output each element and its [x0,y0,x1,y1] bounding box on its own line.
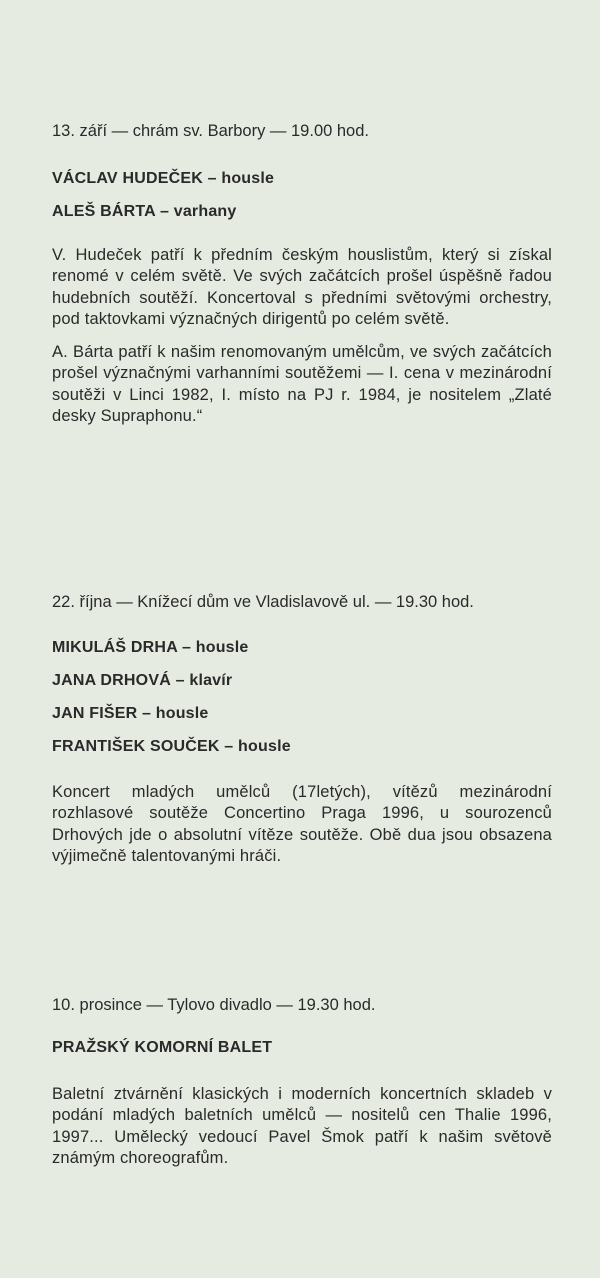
event-description: V. Hudeček patří k předním českým houslistům, který si získal renomé v celém světě. Ve svých začátcích prošel úspěšně řadou hudebních soutěží. Koncertoval s předními světovými orchestry, pod taktovkami význačných dirigentů po celém světě. [52,246,552,328]
event-section-2 [52,592,552,867]
performer [52,671,552,691]
event-date-line: 13. září — chrám sv. Barbory — 19.00 hod. [52,122,369,140]
performer-role: varhany [173,203,237,220]
performer [52,704,552,724]
performer [52,638,552,658]
performer-separator: – [177,639,196,656]
performer [52,737,552,757]
performer-name: MIKULÁŠ DRHA [52,639,178,656]
event-section-3 [52,995,552,1169]
event-date-line: 22. října — Knížecí dům ve Vladislavově ul. — 19.30 hod. [52,593,474,611]
performer-name: VÁCLAV HUDEČEK [52,170,203,187]
performer-separator: – [219,738,239,755]
performer-separator: – [202,170,222,187]
event-description: Koncert mladých umělců (17letých), vítězů mezinárodní rozhlasové soutěže Concertino Praga 1996, u sourozenců Drhových jde o absolutní vítěze soutěže. Obě dua jsou obsazena výjimečně talentovanými hráči. [52,783,552,865]
performer [52,169,552,189]
performer-name: FRANTIŠEK SOUČEK [52,738,220,755]
performer-name: JAN FIŠER [52,705,138,722]
performer-separator: – [155,203,174,220]
event-description: Baletní ztvárnění klasických i moderních koncertních skladeb v podání mladých baletních umělců — nositelů cen Thalie 1996, 1997... Umělecký vedoucí Pavel Šmok patří k našim světově známým choreografům. [52,1085,552,1167]
event-date-line: 10. prosince — Tylovo divadlo — 19.30 hod. [52,996,376,1014]
performer-separator: – [137,705,156,722]
performer-role: klavír [189,672,233,689]
performer-role: housle [155,705,209,722]
performer-role: housle [195,639,249,656]
performer [52,202,552,222]
performer [52,1038,552,1058]
performer-name: PRAŽSKÝ KOMORNÍ BALET [52,1039,273,1056]
performer-name: ALEŠ BÁRTA [52,203,156,220]
event-section-1 [52,121,552,427]
performer-role: housle [238,738,291,755]
performer-separator: – [170,672,190,689]
performer-role: housle [221,170,275,187]
performer-name: JANA DRHOVÁ [52,672,171,689]
event-description: A. Bárta patří k našim renomovaným umělcům, ve svých začátcích prošel význačnými varhanními soutěžemi — I. cena v mezinárodní soutěži v Linci 1982, I. místo na PJ r. 1984, je nositelem „Zlaté desky Supraphonu.“ [52,343,552,426]
